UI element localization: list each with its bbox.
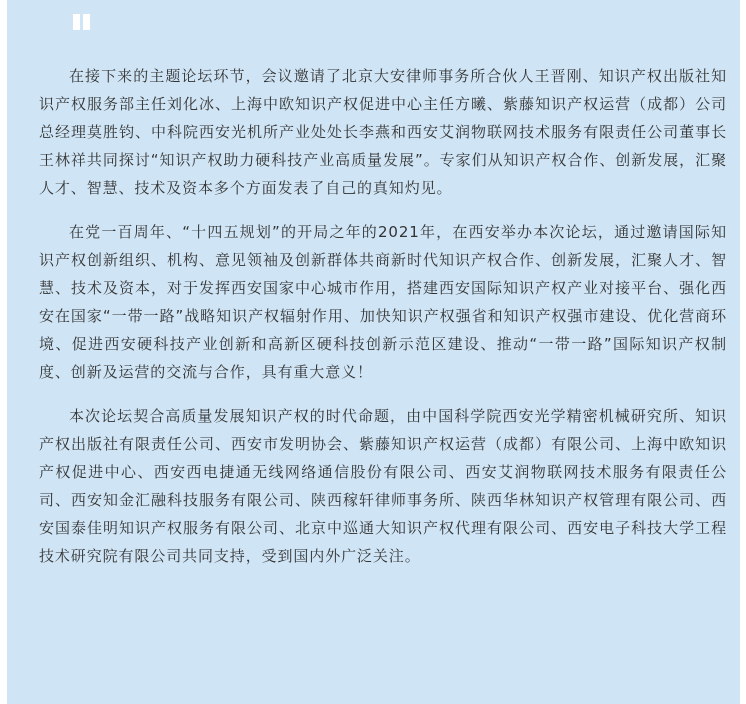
article-panel: [7, 0, 740, 704]
quote-bar-left: [73, 14, 80, 30]
quote-mark-icon: [72, 12, 92, 32]
quote-bar-right: [83, 14, 90, 30]
paragraph-forum-significance: 在党一百周年、“十四五规划”的开局之年的2021年，在西安举办本次论坛，通过邀请国际知识产权创新组织、机构、意见领袖及创新群体共商新时代知识产权合作、创新发展，汇聚人才、智慧、技术及资本，对于发挥西安国家中心城市作用，搭建西安国际知识产权产业对接平台、强化西安在国家“一带一路”战略知识产权辐射作用、加快知识产权强省和知识产权强市建设、优化营商环境、促进西安硬科技产业创新和高新区硬科技创新示范区建设、推动“一带一路”国际知识产权制度、创新及运营的交流与合作，具有重大意义！: [39, 223, 727, 381]
paragraph-forum-supporters: 本次论坛契合高质量发展知识产权的时代命题，由中国科学院西安光学精密机械研究所、知识产权出版社有限责任公司、西安市发明协会、紫藤知识产权运营（成都）有限公司、上海中欧知识产权促进中心、西安西电捷通无线网络通信股份有限公司、西安艾润物联网技术服务有限责任公司、西安知金汇融科技服务有限公司、陕西稼轩律师事务所、陕西华林知识产权管理有限公司、西安国泰佳明知识产权服务有限公司、北京中巡通大知识产权代理有限公司、西安电子科技大学工程技术研究院有限公司共同支持，受到国内外广泛关注。: [39, 407, 727, 565]
article-body: [39, 62, 727, 586]
paragraph-forum-session: 在接下来的主题论坛环节，会议邀请了北京大安律师事务所合伙人王晋刚、知识产权出版社知识产权服务部主任刘化冰、上海中欧知识产权促进中心主任方曦、紫藤知识产权运营（成都）公司总经理莫胜钧、中科院西安光机所产业处处长李燕和西安艾润物联网技术服务有限责任公司董事长王林祥共同探讨“知识产权助力硬科技产业高质量发展”。专家们从知识产权合作、创新发展，汇聚人才、智慧、技术及资本多个方面发表了自己的真知灼见。: [39, 67, 727, 197]
